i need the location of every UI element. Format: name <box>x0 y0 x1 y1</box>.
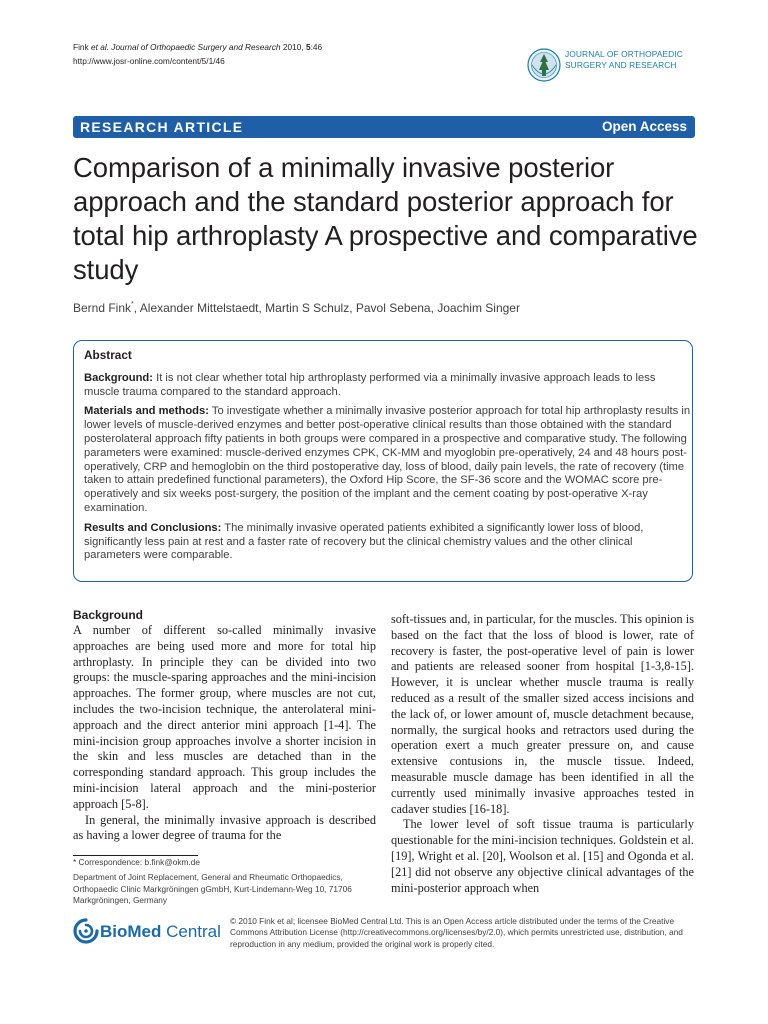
open-access-label: Open Access <box>601 119 687 134</box>
footnote-divider <box>73 855 198 856</box>
abstract-results <box>84 522 692 563</box>
abstract-methods-label: Materials and methods: <box>84 405 209 418</box>
other-authors: , Alexander Mittelstaedt, Martin S Schulz, Pavol Sebena, Joachim Singer <box>133 301 520 315</box>
body-paragraph: A number of different so-called minimally invasive approaches are being used more and more for total hip arthroplasty. In principle they can be divided into two groups: the muscle-sparing approaches and the mini-incision approaches. The former group, where muscles are not cut, includes the two-incision technique, the anterolateral mini-approach and the direct anterior mini approach [1-4]. The mini-incision group approaches involve a shorter incision in the skin and less muscles are detached than in the corresponding standard approach. This group includes the mini-incision lateral approach and the mini-posterior approach [5-8]. <box>73 623 376 811</box>
citation-pages: :46 <box>310 42 323 52</box>
author-affiliation: Department of Joint Replacement, General and Rheumatic Orthopaedics, Orthopaedic Clinic Markgröningen gGmbH, Kurt-Lindemann-Weg 10, 71706 Markgröningen, Germany <box>73 872 352 905</box>
publisher-name <box>100 921 221 943</box>
article-type-label: RESEARCH ARTICLE <box>80 119 244 135</box>
citation-authors: Fink <box>73 42 91 52</box>
citation-year: 2010, <box>280 42 306 52</box>
corresponding-author[interactable]: Bernd Fink <box>73 301 132 315</box>
abstract-heading: Abstract <box>84 348 132 362</box>
citation-etal: et al. <box>90 42 109 52</box>
correspondence-mark: * <box>131 301 134 308</box>
abstract-methods <box>84 405 692 515</box>
publisher-name-part2: Central <box>161 922 221 941</box>
body-paragraph: In general, the minimally invasive approach is described as having a lower degree of trauma for the <box>73 812 376 843</box>
citation-line <box>73 40 493 54</box>
citation-journal: Journal of Orthopaedic Surgery and Research <box>108 42 281 52</box>
article-title: Comparison of a minimally invasive posterior approach and the standard posterior approach for total hip arthroplasty A prospective and comparative study <box>73 152 698 285</box>
abstract-methods-text: To investigate whether a minimally invasive posterior approach for total hip arthroplasty results in lower levels of muscle-derived enzymes and better post-operative clinical results than those obtained with the standard posterolateral approach fifty patients in both groups were compared in a prospective and comparative study. The following parameters were examined: muscle-derived enzymes CPK, CK-MM and myoglobin pre-operatively, 24 and 48 hours post-operatively, CRP and hemoglobin on the third postoperative day, loss of blood, daily pain levels, the rate of recovery (time taken to attain predefined functional parameters), the Oxford Hip Score, the SF-36 score and the WOMAC score pre-operatively and six weeks post-surgery, the position of the implant and the cement coating by post-operative X-ray examination. <box>84 405 691 514</box>
journal-emblem-icon <box>527 43 563 91</box>
publisher-logo <box>73 918 223 948</box>
abstract-background-text: It is not clear whether total hip arthroplasty performed via a minimally invasive approach leads to less muscle trauma compared to the standard approach. <box>84 371 656 398</box>
abstract-results-label: Results and Conclusions: <box>84 521 222 534</box>
abstract-box <box>73 340 693 582</box>
biomed-central-emblem-icon <box>73 918 99 946</box>
journal-name-line2: SURGERY AND RESEARCH <box>565 59 677 70</box>
footnote <box>73 857 383 910</box>
citation-volume: 5 <box>305 42 311 52</box>
body-paragraph: The lower level of soft tissue trauma is particularly questionable for the mini-incision techniques. Goldstein et al. [19], Wright et al. [20], Woolson et al. [15] and Ogonda et al. [21] did not observe any objective clinical advantages of the mini-posterior approach when <box>391 817 694 895</box>
publisher-name-part1: BioMed <box>100 922 162 941</box>
abstract-background <box>84 372 692 400</box>
body-paragraph: soft-tissues and, in particular, for the muscles. This opinion is based on the fact that the loss of blood is lower, rate of recovery is faster, the post-operative level of pain is lower and patients are released sooner from hospital [1-3,8-15]. However, it is unclear whether muscle trauma is really reduced as a result of the smaller sized access incisions and the lack of, or lower amount of, muscle detachment because, normally, the surgical hooks and retractors used during the operation exert a much greater pressure on, and cause extensive contusions in, the muscle tissue. Indeed, measurable muscle damage has been identified in all the currently used minimally invasive approaches tested in cadaver studies [16-18]. <box>391 612 694 816</box>
section-heading-background: Background <box>73 608 144 622</box>
journal-name-line1: JOURNAL OF ORTHOPAEDIC <box>565 49 683 59</box>
journal-logo <box>527 43 727 91</box>
correspondence-email[interactable]: * Correspondence: b.fink@okm.de <box>73 857 200 867</box>
body-column-right <box>391 612 694 896</box>
article-url[interactable]: http://www.josr-online.com/content/5/1/46 <box>73 56 225 66</box>
license-statement: © 2010 Fink et al; licensee BioMed Central Ltd. This is an Open Access article distributed under the terms of the Creative Commons Attribution License (http://creativecommons.org/licenses/by/2.0), which permits unrestricted use, distribution, and reproduction in any medium, provided the original work is properly cited. <box>230 916 683 949</box>
author-list <box>73 297 693 316</box>
citation-header <box>73 40 493 68</box>
article-type-banner <box>73 116 695 138</box>
abstract-background-label: Background: <box>84 371 153 384</box>
journal-name <box>565 49 735 70</box>
body-column-left <box>73 607 376 844</box>
abstract-results-text: The minimally invasive operated patients exhibited a significantly lower loss of blood, significantly less pain at rest and a faster rate of recovery but the clinical chemistry values and the other clinical parameters were comparable. <box>84 521 644 562</box>
